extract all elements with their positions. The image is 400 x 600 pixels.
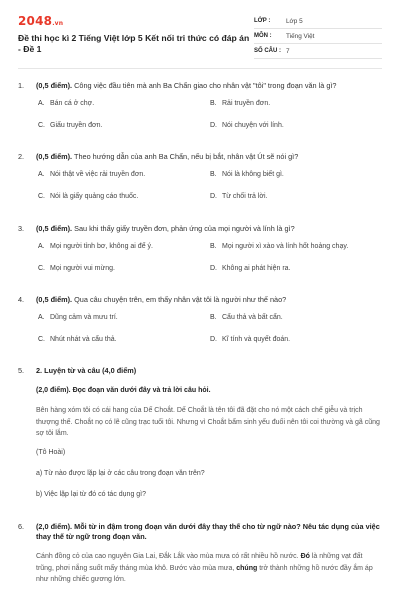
reading-passage: Bên hàng xóm tôi có cái hang của Dế Choắt. Dế Choắt là tên tôi đã đặt cho nó một cách chế giễu và trịch thượng thế. Choắt nọ có lẽ cũng trạc tuổi tôi. Nhưng vì Choắt bẩm sinh yếu đuối nên tôi coi thường và gã cũng sợ tôi lắm.: [36, 407, 380, 437]
question-2: [18, 152, 382, 215]
option-letter: D.: [210, 122, 217, 129]
question-stem: [18, 224, 382, 234]
option-text: Nói là giấy quảng cáo thuốc.: [50, 193, 139, 200]
option-b[interactable]: [210, 314, 382, 321]
option-letter: A.: [38, 314, 45, 321]
option-text: Từ chối trả lời.: [222, 193, 268, 200]
option-letter: D.: [210, 265, 217, 272]
option-c[interactable]: [38, 122, 210, 129]
question-body: [36, 386, 382, 500]
option-a[interactable]: [38, 171, 210, 178]
option-text: Nói chuyện với lính.: [222, 122, 284, 129]
option-c[interactable]: [38, 193, 210, 200]
question-number: 6.: [18, 522, 25, 531]
question-text: Theo hướng dẫn của anh Ba Chẩn, nếu bị bắt, nhân vật Út sẽ nói gì?: [72, 152, 299, 161]
site-logo[interactable]: [18, 14, 63, 28]
options: [38, 243, 382, 287]
option-letter: D.: [210, 193, 217, 200]
option-letter: D.: [210, 336, 217, 343]
section-title: 2. Luyện từ và câu (4,0 điểm): [36, 366, 137, 375]
question-number: 5.: [18, 366, 25, 375]
option-text: Bán cá ở chợ.: [50, 100, 95, 107]
info-row-subject: [254, 29, 382, 44]
question-1: [18, 81, 382, 144]
bold-word: Đó: [300, 553, 310, 560]
option-text: Nói là không biết gì.: [222, 171, 284, 178]
option-text: Mọi người xì xào và lính hốt hoảng chạy.: [222, 243, 349, 250]
question-stem: [18, 295, 382, 305]
info-key: MÔN :: [254, 33, 272, 39]
option-letter: B.: [210, 171, 217, 178]
question-text: Sau khi thấy giấy truyền đơn, phản ứng của mọi người và lính là gì?: [72, 224, 295, 233]
question-6: [18, 522, 382, 586]
question-number: 1.: [18, 81, 25, 90]
option-letter: B.: [210, 100, 217, 107]
options: [38, 100, 382, 144]
question-number: 4.: [18, 295, 25, 304]
header-divider: [18, 68, 382, 69]
option-d[interactable]: [210, 265, 382, 272]
option-c[interactable]: [38, 336, 210, 343]
info-key: SỐ CÂU :: [254, 48, 281, 54]
question-text: Công việc đầu tiên mà anh Ba Chẩn giao cho nhân vật "tôi" trong đoạn văn là gì?: [72, 81, 337, 90]
option-letter: A.: [38, 171, 45, 178]
option-b[interactable]: [210, 171, 382, 178]
option-text: Giấu truyền đơn.: [50, 122, 103, 129]
info-row-count: [254, 44, 382, 59]
info-table: [254, 14, 382, 59]
question-text: Qua câu chuyện trên, em thấy nhân vật tôi là người như thế nào?: [72, 295, 287, 304]
passage-author: (Tô Hoài): [36, 448, 66, 456]
option-letter: C.: [38, 193, 45, 200]
option-b[interactable]: [210, 100, 382, 107]
option-d[interactable]: [210, 193, 382, 200]
option-b[interactable]: [210, 243, 382, 250]
option-letter: C.: [38, 122, 45, 129]
info-value: 7: [286, 47, 290, 55]
option-text: Nói thật về việc rải truyền đơn.: [50, 171, 146, 178]
option-text: Mọi người tỉnh bơ, không ai để ý.: [50, 243, 153, 250]
question-stem: [18, 81, 382, 91]
document-header: [18, 14, 382, 64]
option-text: Cẩu thả và bất cẩn.: [222, 314, 283, 321]
info-row-class: [254, 14, 382, 29]
info-key: LỚP :: [254, 18, 271, 24]
options: [38, 314, 382, 358]
question-number: 3.: [18, 224, 25, 233]
info-value: Lớp 5: [286, 17, 303, 25]
option-a[interactable]: [38, 243, 210, 250]
option-text: Kĩ tính và quyết đoán.: [222, 336, 291, 343]
logo-text: 2048: [18, 14, 53, 28]
question-points: (0,5 điểm).: [36, 224, 73, 233]
question-points: (0,5 điểm).: [36, 152, 73, 161]
sub-question-b: b) Việc lặp lại từ đó có tác dụng gì?: [36, 490, 147, 498]
option-letter: A.: [38, 100, 45, 107]
option-a[interactable]: [38, 314, 210, 321]
question-text: (2,0 điểm). Mỗi từ in đậm trong đoạn văn dưới đây thay thế cho từ ngữ nào? Nêu tác dụng của việc thay thế từ ngữ trong đoạn văn.: [36, 522, 380, 541]
passage-part: trở thành những hồ nước đầy ắm áp như những chiếc gương lớn.: [36, 564, 373, 583]
passage-part: Cánh đồng cỏ của cao nguyên Gia Lai, Đắk Lắk vào mùa mưa có rất nhiều hồ nước.: [36, 553, 301, 560]
option-text: Không ai phát hiện ra.: [222, 265, 291, 272]
option-text: Dũng cảm và mưu trí.: [50, 314, 118, 321]
question-stem: [18, 522, 382, 542]
option-d[interactable]: [210, 336, 382, 343]
option-letter: B.: [210, 314, 217, 321]
option-text: Mọi người vui mừng.: [50, 265, 115, 272]
question-points: (0,5 điểm).: [36, 81, 73, 90]
option-text: Rải truyền đơn.: [222, 100, 271, 107]
sub-question-a: a) Từ nào được lặp lại ở các câu trong đoạn văn trên?: [36, 469, 205, 477]
question-points: (0,5 điểm).: [36, 295, 73, 304]
option-c[interactable]: [38, 265, 210, 272]
info-value: Tiếng Việt: [286, 32, 315, 40]
option-letter: B.: [210, 243, 217, 250]
option-d[interactable]: [210, 122, 382, 129]
option-a[interactable]: [38, 100, 210, 107]
document-title: Đề thi học kì 2 Tiếng Việt lớp 5 Kết nối tri thức có đáp án - Đề 1: [18, 33, 250, 54]
passage-part: là những vạt đất trũng, phơi nắng suốt mấy tháng mùa khô. Bước vào mùa mưa,: [36, 553, 363, 572]
question-instruction: (2,0 điểm). Đọc đoạn văn dưới đây và trả lời câu hỏi.: [36, 387, 211, 394]
question-3: [18, 224, 382, 287]
question-5: [18, 366, 382, 500]
option-text: Nhút nhát và cẩu thả.: [50, 336, 117, 343]
logo-suffix: .vn: [52, 20, 64, 27]
question-stem: [18, 152, 382, 162]
option-letter: C.: [38, 336, 45, 343]
question-4: [18, 295, 382, 358]
section-heading: [18, 366, 382, 376]
options: [38, 171, 382, 215]
reading-passage: [36, 551, 382, 586]
bold-word: chúng: [236, 564, 258, 572]
option-letter: C.: [38, 265, 45, 272]
question-number: 2.: [18, 152, 25, 161]
option-letter: A.: [38, 243, 45, 250]
